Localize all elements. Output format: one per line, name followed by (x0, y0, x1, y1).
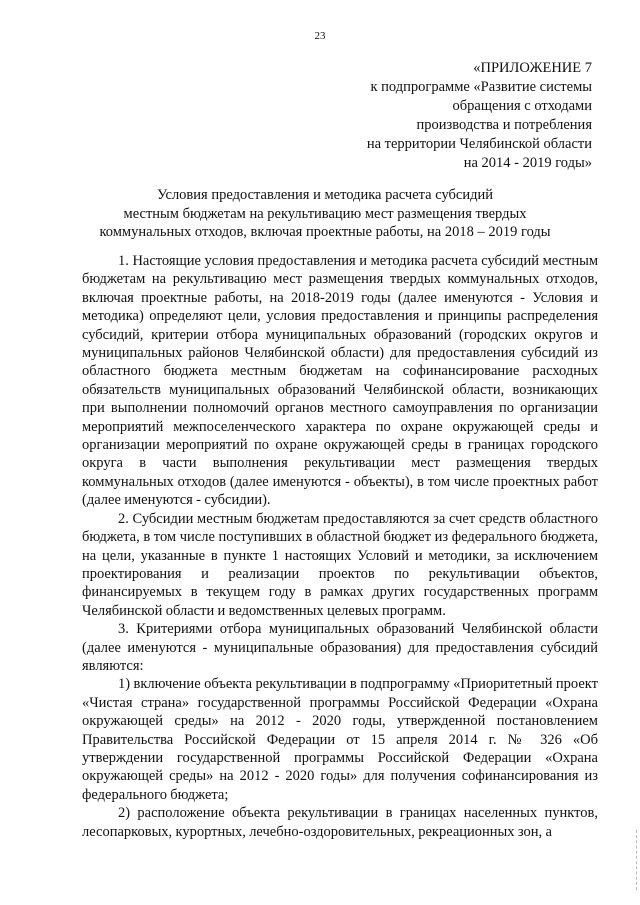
paragraph-3-item-1: 1) включение объекта рекультивации в подпрограмму «Приоритетный проект «Чистая страна» государственной программы Российской Федерации «Охрана окружающей среды» на 2012 - 2020 годы, утвержденной постановлением Правительства Российской Федерации от 15 апреля 2014 г. № 326 «Об утверждении государственной программы Российской Федерации «Охрана окружающей среды» на 2012 - 2020 годы» для получения софинансирования из федерального бюджета; (82, 676, 598, 803)
appendix-header (272, 59, 592, 173)
page-number: 23 (314, 30, 326, 42)
document-title (70, 186, 580, 242)
scan-edge-mark (633, 830, 637, 890)
title-line: Условия предоставления и методика расчета субсидий (156, 187, 494, 203)
document-body (82, 252, 598, 841)
appendix-line: к подпрограмме «Развитие системы (370, 79, 592, 95)
paragraph-3: 3. Критериями отбора муниципальных образований Челябинской области (далее именуются - муниципальные образования) для предоставления субсидий являются: (82, 621, 598, 674)
title-line: коммунальных отходов, включая проектные работы, на 2018 – 2019 годы (99, 224, 551, 240)
appendix-line: обращения с отходами (452, 98, 592, 114)
appendix-line: на территории Челябинской области (366, 136, 592, 152)
paragraph-2: 2. Субсидии местным бюджетам предоставляются за счет средств областного бюджета, в том числе поступивших в областной бюджет из федерального бюджета, на цели, указанные в пункте 1 настоящих Условий и методики, за исключением проектирования и реализации проектов по рекультивации объектов, финансируемых в текущем году в рамках других государственных программ Челябинской области и ведомственных целевых программ. (82, 510, 598, 619)
title-line: местным бюджетам на рекультивацию мест размещения твердых (123, 205, 527, 222)
appendix-line: производства и потребления (416, 117, 592, 133)
appendix-line: на 2014 - 2019 годы» (463, 155, 592, 171)
appendix-heading: «ПРИЛОЖЕНИЕ 7 (473, 60, 592, 76)
paragraph-3-item-2: 2) расположение объекта рекультивации в границах населенных пунктов, лесопарковых, курортных, лечебно-оздоровительных, рекреационных зон, а (82, 805, 598, 840)
paragraph-1: 1. Настоящие условия предоставления и методика расчета субсидий местным бюджетам на рекультивацию мест размещения твердых коммунальных отходов, включая проектные работы, на 2018-2019 годы (далее именуются - Условия и методика) определяют цели, условия предоставления и принципы распределения субсидий, критерии отбора муниципальных образований (городских округов и муниципальных районов Челябинской области) для предоставления субсидий из областного бюджета местным бюджетам на софинансирование расходных обязательств муниципальных образований Челябинской области, возникающих при выполнении полномочий органов местного самоуправления по организации мероприятий межпоселенческого характера по охране окружающей среды и организации мероприятий по охране окружающей среды в границах городского округа в части выполнения рекультивации мест размещения твердых коммунальных отходов (далее именуются - объекты), в том числе проектных работ (далее именуются - субсидии). (82, 253, 598, 509)
